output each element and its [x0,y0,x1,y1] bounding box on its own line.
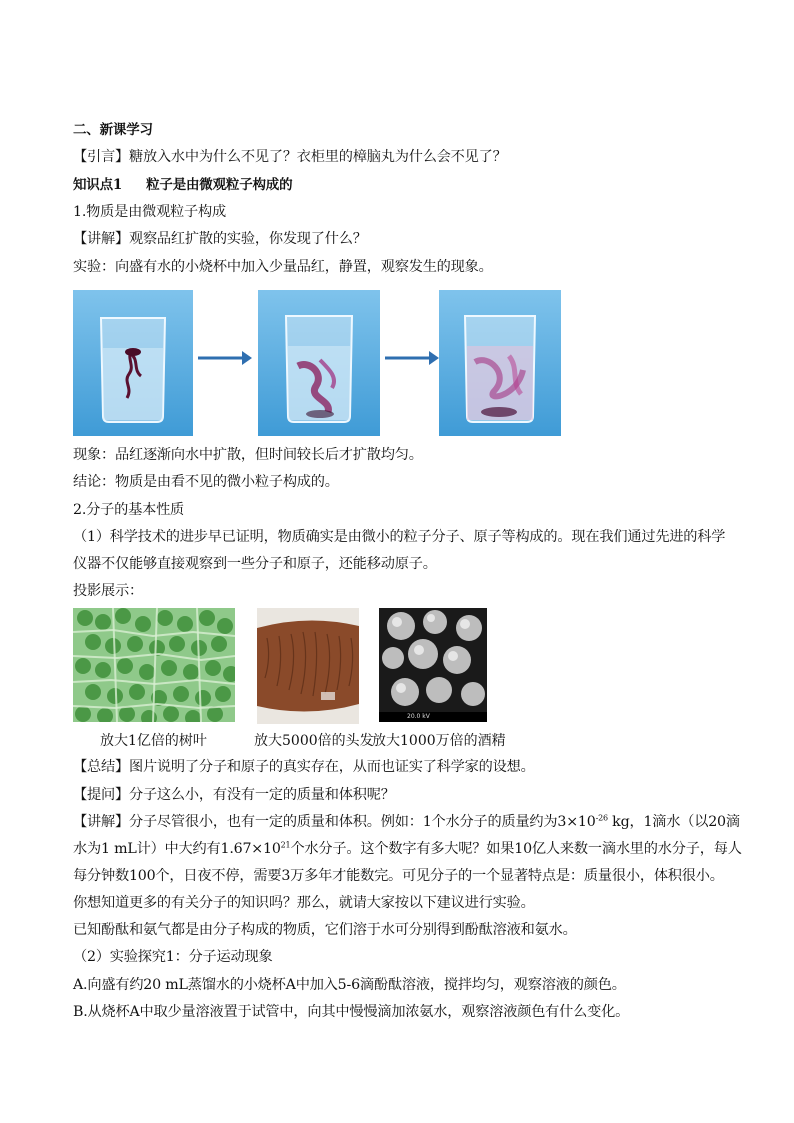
beaker-image-3 [439,290,561,436]
phenomenon-text: 现象：品红逐渐向水中扩散，但时间较长后才扩散均匀。 [73,447,423,463]
hair-image [257,608,359,724]
explain-2-line-3: 每分钟数100个，日夜不停，需要3万多年才能数完。可见分子的一个显著特点是：质量很小，体积很小。 [73,868,724,884]
explain-2-line-1 [73,813,740,831]
explain-2-line-1a: 【讲解】分子尽管很小，也有一定的质量和体积。例如：1个水分子的质量约为3×10 [73,814,596,830]
explain-2-line-2 [73,840,742,858]
question-text: 【提问】分子这么小，有没有一定的质量和体积呢？ [73,787,395,803]
conclusion-text: 结论：物质是由看不见的微小粒子构成的。 [73,474,339,490]
leaf-cells-image [73,608,235,722]
knowledge-point-label: 知识点1 [73,177,123,193]
explain-2-line-2a: 水为1 mL计）中大约有1.67×10 [73,841,281,857]
subheading-2: 2.分子的基本性质 [73,502,185,518]
caption-alcohol: 放大1000万倍的酒精 [372,733,506,749]
experiment-text: 实验：向盛有水的小烧杯中加入少量品红，静置，观察发生的现象。 [73,259,493,275]
summary-text: 【总结】图片说明了分子和原子的真实存在，从而也证实了科学家的设想。 [73,759,535,775]
beaker-image-2 [258,290,380,436]
exponent: 21 [280,840,291,850]
explain-2-line-2b: 个水分子。这个数字有多大呢？如果10亿人来数一滴水里的水分子，每人 [290,841,742,857]
exponent: -26 [595,813,608,823]
explain-2-line-1b: kg，1滴水（以20滴 [607,814,740,830]
step-b: B.从烧杯A中取少量溶液置于试管中，向其中慢慢滴加浓氨水，观察溶液颜色有什么变化。 [73,1004,630,1020]
beaker-image-1 [73,290,193,436]
knowledge-point-title: 粒子是由微观粒子构成的 [146,177,293,193]
alcohol-molecule-image [379,608,487,722]
caption-leaf: 放大1亿倍的树叶 [100,733,207,749]
knowledge-point-heading [73,176,733,194]
sem-scale-label: 20.0 kV [407,713,430,720]
known-text: 已知酚酞和氨气都是由分子构成的物质，它们溶于水可分别得到酚酞溶液和氨水。 [73,922,577,938]
explain-1: 【讲解】观察品红扩散的实验，你发现了什么？ [73,231,367,247]
subheading-1: 1.物质是由微观粒子构成 [73,204,227,220]
paragraph-1-line-2: 仪器不仅能够直接观察到一些分子和原子，还能移动原子。 [73,556,437,572]
projection-label: 投影展示： [73,583,143,599]
paragraph-1-line-1: （1）科学技术的进步早已证明，物质确实是由微小的粒子分子、原子等构成的。现在我们通过先进的科学 [73,529,726,545]
arrow-icon [383,348,441,368]
step-a: A.向盛有约20 mL蒸馏水的小烧杯A中加入5-6滴酚酞溶液，搅拌均匀，观察溶液的颜色。 [73,977,626,993]
section-title: 二、新课学习 [73,122,153,138]
caption-hair: 放大5000倍的头发 [254,733,374,749]
explore-heading: （2）实验探究1：分子运动现象 [73,949,273,965]
invite-text: 你想知道更多的有关分子的知识吗？那么，就请大家按以下建议进行实验。 [73,895,535,911]
arrow-icon [196,348,254,368]
intro-paragraph: 【引言】糖放入水中为什么不见了？衣柜里的樟脑丸为什么会不见了？ [73,149,507,165]
